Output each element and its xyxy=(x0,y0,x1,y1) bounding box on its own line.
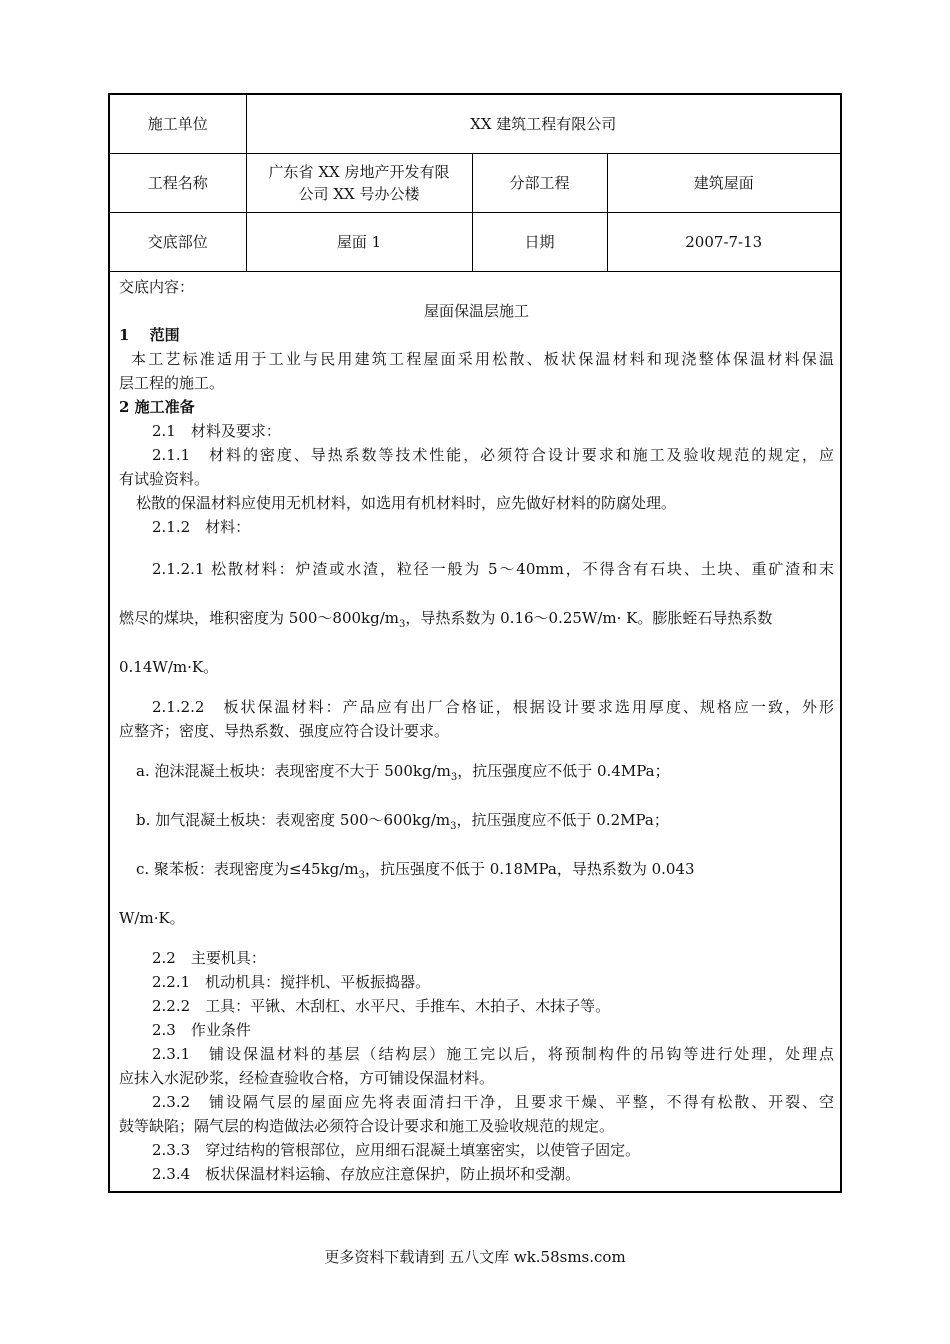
paragraph: 2.1.1 材料的密度、导热系数等技术性能，必须符合设计要求和施工及验收规范的规定，应 xyxy=(152,446,834,464)
paragraph: 2.1.2.2 板状保温材料：产品应有出厂合格证，根据设计要求选用厚度、规格应一致，外形 xyxy=(152,698,834,716)
list-item xyxy=(136,857,695,888)
text-span: ，抗压强度不低于 0.18MPa，导热系数为 0.043 xyxy=(364,860,695,878)
subscript: 3 xyxy=(399,619,406,630)
section-2-1-2-heading: 2.1.2 材料： xyxy=(152,518,251,536)
text-span: b. 加气混凝土板块：表观密度 500～600kg/m xyxy=(136,811,451,829)
project-name-line1: 广东省 XX 房地产开发有限 xyxy=(268,163,450,181)
text-span: 燃尽的煤块，堆积密度为 500～800kg/m xyxy=(119,609,399,627)
paragraph: 2.2.2 工具：平锹、木刮杠、水平尺、手推车、木拍子、木抹子等。 xyxy=(152,997,611,1015)
text-span: a. 泡沫混凝土板块：表现密度不大于 500kg/m xyxy=(136,762,451,780)
subscript: 3 xyxy=(450,772,458,783)
paragraph xyxy=(119,606,772,637)
content-intro: 交底内容： xyxy=(119,278,195,296)
section-2-2-heading: 2.2 主要机具： xyxy=(152,949,266,967)
paragraph: 应整齐；密度、导热系数、强度应符合设计要求。 xyxy=(119,722,450,740)
subscript: 3 xyxy=(358,870,365,881)
label-location: 交底部位 xyxy=(110,213,246,272)
paragraph: W/m·K。 xyxy=(119,909,185,927)
content-title: 屋面保温层施工 xyxy=(423,302,529,320)
value-date: 2007-7-13 xyxy=(607,213,840,272)
paragraph: 松散的保温材料应使用无机材料，如选用有机材料时，应先做好材料的防腐处理。 xyxy=(136,494,677,512)
label-project-name: 工程名称 xyxy=(110,154,246,213)
paragraph: 有试验资料。 xyxy=(119,470,210,488)
label-construction-unit: 施工单位 xyxy=(110,95,246,154)
document-frame xyxy=(108,93,842,1193)
paragraph: 鼓等缺陷；隔气层的构造做法必须符合设计要求和施工及验收规范的规定。 xyxy=(119,1117,615,1135)
table-row xyxy=(110,213,840,272)
text-span: c. 聚苯板：表现密度为≤45kg/m xyxy=(136,860,359,878)
project-name-line2: 公司 XX 号办公楼 xyxy=(298,185,420,203)
paragraph: 层工程的施工。 xyxy=(119,374,225,392)
label-sub-project: 分部工程 xyxy=(472,154,607,213)
paragraph: 0.14W/m·K。 xyxy=(119,658,219,676)
section-2-3-heading: 2.3 作业条件 xyxy=(152,1021,251,1039)
paragraph: 2.3.4 板状保温材料运输、存放应注意保护，防止损坏和受潮。 xyxy=(152,1165,581,1183)
value-project-name xyxy=(246,154,472,213)
table-row xyxy=(110,95,840,154)
table-row xyxy=(110,154,840,213)
paragraph: 应抹入水泥砂浆，经检查验收合格，方可铺设保温材料。 xyxy=(119,1069,495,1087)
subscript: 3 xyxy=(450,821,457,832)
header-table xyxy=(110,95,840,272)
label-date: 日期 xyxy=(472,213,607,272)
section-1-heading: 1 范围 xyxy=(119,326,180,344)
paragraph: 2.2.1 机动机具：搅拌机、平板振捣器。 xyxy=(152,973,431,991)
section-2-1-heading: 2.1 材料及要求： xyxy=(152,422,281,440)
text-span: ，抗压强度应不低于 0.4MPa； xyxy=(457,762,670,780)
value-location: 屋面 1 xyxy=(246,213,472,272)
section-2-heading: 2 施工准备 xyxy=(119,398,195,416)
value-sub-project: 建筑屋面 xyxy=(607,154,840,213)
paragraph: 2.3.2 铺设隔气层的屋面应先将表面清扫干净，且要求干燥、平整，不得有松散、开裂、空 xyxy=(152,1093,834,1111)
value-construction-unit: XX 建筑工程有限公司 xyxy=(246,95,840,154)
footer-link[interactable]: 更多资料下载请到 五八文库 wk.58sms.com xyxy=(324,1248,626,1266)
paragraph: 2.1.2.1 松散材料：炉渣或水渣，粒径一般为 5～40mm，不得含有石块、土块、重矿渣和末 xyxy=(152,560,834,578)
paragraph: 2.3.3 穿过结构的管根部位，应用细石混凝土填塞密实，以使管子固定。 xyxy=(152,1141,641,1159)
text-span: ，抗压强度应不低于 0.2MPa； xyxy=(456,811,669,829)
paragraph: 本工艺标准适用于工业与民用建筑工程屋面采用松散、板状保温材料和现浇整体保温材料保温 xyxy=(131,350,834,368)
list-item xyxy=(136,808,669,839)
text-span: ，导热系数为 0.16～0.25W/m· K。膨胀蛭石导热系数 xyxy=(405,609,773,627)
list-item xyxy=(136,759,670,790)
paragraph: 2.3.1 铺设保温材料的基层（结构层）施工完以后，将预制构件的吊钩等进行处理，处理点 xyxy=(152,1045,834,1063)
